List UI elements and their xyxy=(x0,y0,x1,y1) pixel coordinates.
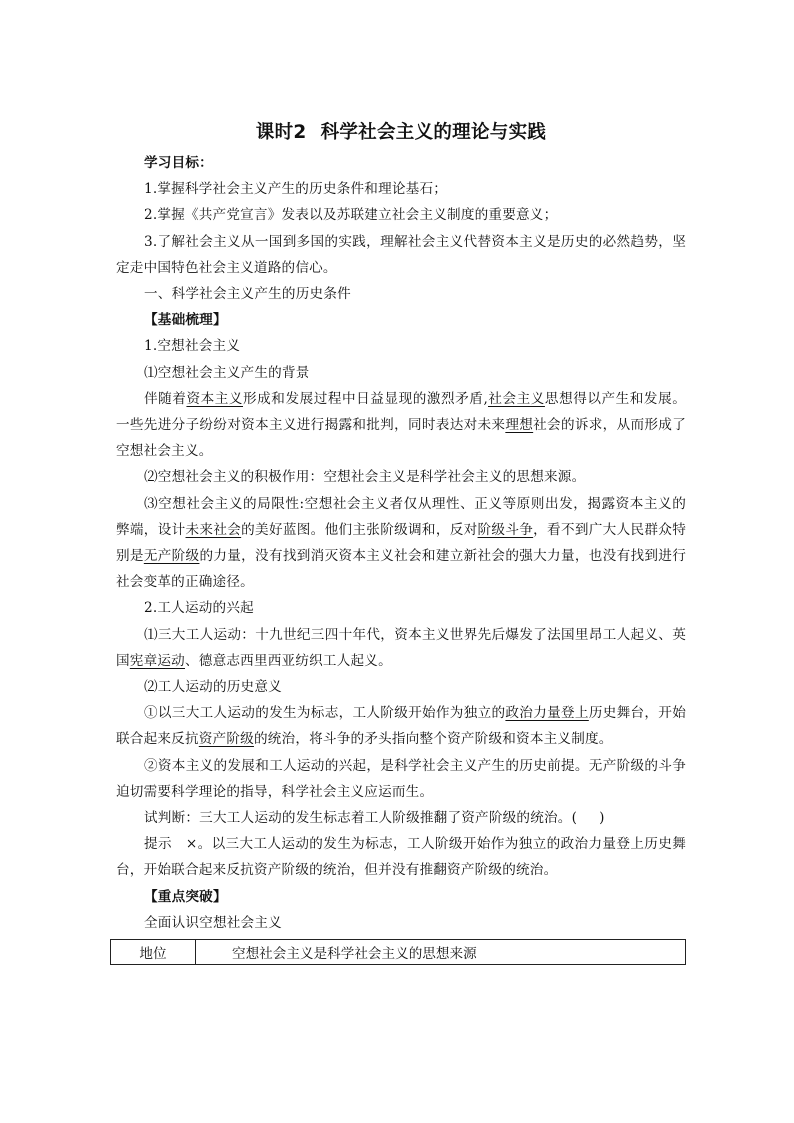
underlined-term: 宪章运动 xyxy=(129,652,185,669)
underlined-term: 理想 xyxy=(505,417,534,434)
judgement-question: 试判断：三大工人运动的发生标志着工人阶级推翻了资产阶级的统治。( ) xyxy=(144,810,605,827)
underlined-term: 资产阶级 xyxy=(198,731,254,748)
table-row xyxy=(111,940,686,965)
underlined-term: 政治力量登上 xyxy=(505,705,589,722)
objective-item-3: 3.了解社会主义从一国到多国的实践，理解社会主义代替资本主义是历史的必然趋势，坚定走中国特色社会主义道路的信心。 xyxy=(116,233,686,276)
document-content xyxy=(116,118,686,965)
judgement-hint: 提示 ×。以三大工人运动的发生为标志，工人阶级开始作为独立的政治力量登上历史舞台，开始联合起来反抗资产阶级的统治，但并没有推翻资产阶级的统治。 xyxy=(116,836,686,879)
lesson-topic: 科学社会主义的理论与实践 xyxy=(320,122,547,143)
key-points-subheading: 全面认识空想社会主义 xyxy=(144,914,282,931)
limitations-paragraph: ⑶空想社会主义的局限性:空想社会主义者仅从理性、正义等原则出发，揭露资本主义的弊端，设计未来社会的美好蓝图。他们主张阶级调和，反对阶级斗争，看不到广大人民群众特别是无产阶级的力量，没有找到消灭资本主义社会和建立新社会的强大力量，也没有找到进行社会变革的正确途径。 xyxy=(116,495,686,591)
subheading-utopian: 1.空想社会主义 xyxy=(144,338,241,355)
key-points-heading: 【重点突破】 xyxy=(144,888,227,905)
underlined-term: 无产阶级 xyxy=(143,548,200,565)
objective-item-2: 2.掌握《共产党宣言》发表以及苏联建立社会主义制度的重要意义； xyxy=(144,207,558,224)
underlined-term: 社会主义 xyxy=(487,390,545,407)
basics-heading: 【基础梳理】 xyxy=(144,312,227,329)
summary-table xyxy=(110,939,686,965)
underlined-term: 阶级斗争 xyxy=(477,521,534,538)
page-title xyxy=(116,118,686,148)
significance-point-2: ②资本主义的发展和工人运动的兴起，是科学社会主义产生的历史前提。无产阶级的斗争迫切需要科学理论的指导，科学社会主义应运而生。 xyxy=(116,757,686,800)
underlined-term: 资本主义 xyxy=(186,390,244,407)
significance-heading: ⑵工人运动的历史意义 xyxy=(144,679,282,696)
table-cell-value: 空想社会主义是科学社会主义的思想来源 xyxy=(196,940,686,965)
section-heading: 一、科学社会主义产生的历史条件 xyxy=(144,286,351,303)
subheading-workers-movement: 2.工人运动的兴起 xyxy=(144,600,254,617)
background-heading: ⑴空想社会主义产生的背景 xyxy=(144,364,310,381)
underlined-term: 未来社会 xyxy=(185,521,242,538)
background-paragraph: 伴随着资本主义形成和发展过程中日益显现的激烈矛盾,社会主义思想得以产生和发展。一些先进分子纷纷对资本主义进行揭露和批判，同时表达对未来理想社会的诉求，从而形成了空想社会主义。 xyxy=(116,390,687,460)
lesson-number: 课时2 xyxy=(255,122,307,143)
table-cell-label: 地位 xyxy=(111,940,196,965)
objective-item-1: 1.掌握科学社会主义产生的历史条件和理论基石； xyxy=(144,181,448,198)
three-movements-paragraph: ⑴三大工人运动：十九世纪三四十年代，资本主义世界先后爆发了法国里昂工人起义、英国宪章运动、德意志西里西亚纺织工人起义。 xyxy=(116,626,686,669)
positive-role-paragraph: ⑵空想社会主义的积极作用：空想社会主义是科学社会主义的思想来源。 xyxy=(144,469,586,486)
significance-point-1: ①以三大工人运动的发生为标志，工人阶级开始作为独立的政治力量登上历史舞台，开始联合起来反抗资产阶级的统治，将斗争的矛头指向整个资产阶级和资本主义制度。 xyxy=(116,705,687,748)
objectives-heading: 学习目标： xyxy=(144,155,213,171)
